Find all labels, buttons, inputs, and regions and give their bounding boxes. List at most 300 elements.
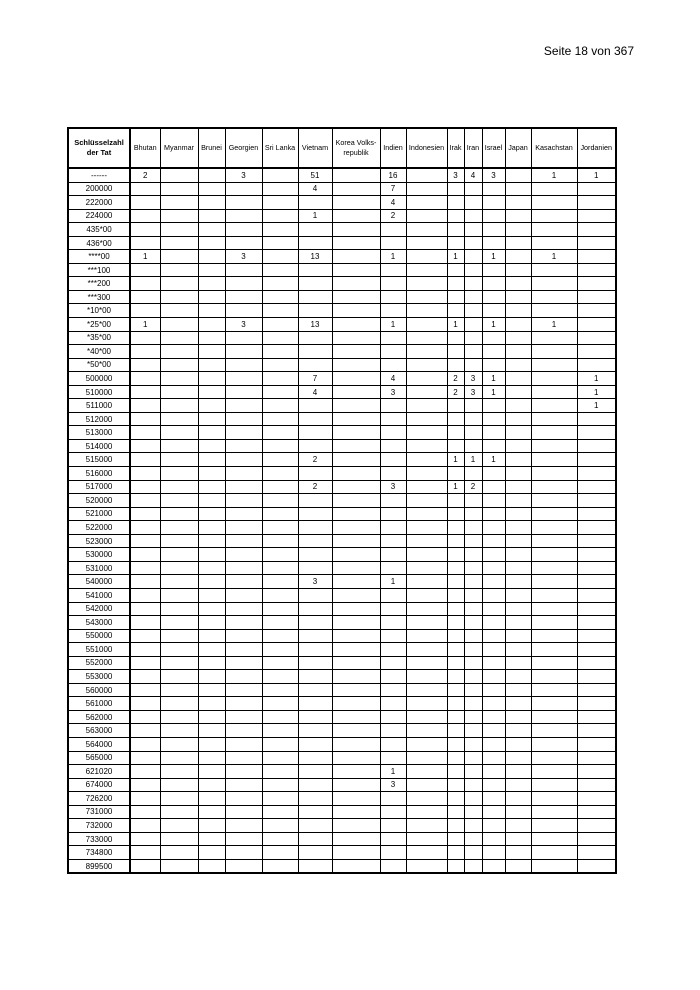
count-cell	[160, 832, 198, 846]
count-cell	[406, 765, 447, 779]
offense-key-cell: 540000	[68, 575, 130, 589]
offense-key-cell: 224000	[68, 209, 130, 223]
count-cell	[198, 846, 225, 860]
table-row	[68, 480, 616, 494]
count-cell	[505, 602, 531, 616]
table-row	[68, 290, 616, 304]
offense-key-cell: 541000	[68, 588, 130, 602]
count-cell	[130, 534, 160, 548]
count-cell	[198, 250, 225, 264]
count-cell	[577, 534, 616, 548]
count-cell	[130, 765, 160, 779]
count-cell	[198, 683, 225, 697]
offense-key-cell: 515000	[68, 453, 130, 467]
count-cell	[531, 467, 577, 481]
column-header: Brunei	[198, 128, 225, 168]
count-cell	[262, 209, 298, 223]
count-cell	[160, 588, 198, 602]
table-row	[68, 318, 616, 332]
count-cell: 16	[380, 168, 406, 182]
count-cell	[332, 467, 380, 481]
table-row	[68, 250, 616, 264]
count-cell	[298, 304, 332, 318]
count-cell	[531, 439, 577, 453]
count-cell	[464, 588, 482, 602]
count-cell	[160, 521, 198, 535]
count-cell	[262, 467, 298, 481]
count-cell	[332, 832, 380, 846]
count-cell	[406, 209, 447, 223]
count-cell	[130, 575, 160, 589]
count-cell	[380, 710, 406, 724]
offense-key-cell: 899500	[68, 859, 130, 873]
count-cell	[225, 480, 262, 494]
count-cell	[464, 412, 482, 426]
count-cell	[225, 182, 262, 196]
table-row	[68, 467, 616, 481]
count-cell	[225, 345, 262, 359]
count-cell	[505, 412, 531, 426]
offense-key-cell: 733000	[68, 832, 130, 846]
count-cell	[406, 168, 447, 182]
count-cell	[406, 345, 447, 359]
count-cell	[225, 683, 262, 697]
count-cell	[380, 670, 406, 684]
count-cell	[447, 521, 464, 535]
count-cell	[577, 643, 616, 657]
offense-key-cell: 517000	[68, 480, 130, 494]
count-cell	[577, 480, 616, 494]
count-cell	[298, 290, 332, 304]
count-cell	[160, 765, 198, 779]
count-cell	[577, 223, 616, 237]
count-cell	[505, 643, 531, 657]
count-cell	[482, 467, 505, 481]
count-cell	[198, 494, 225, 508]
table-row	[68, 846, 616, 860]
table-row	[68, 372, 616, 386]
count-cell	[464, 358, 482, 372]
count-cell	[447, 724, 464, 738]
count-cell	[160, 629, 198, 643]
count-cell	[332, 236, 380, 250]
count-cell	[406, 385, 447, 399]
count-cell: 3	[447, 168, 464, 182]
count-cell	[531, 548, 577, 562]
offense-key-cell: 542000	[68, 602, 130, 616]
count-cell	[298, 683, 332, 697]
count-cell	[577, 209, 616, 223]
count-cell	[505, 453, 531, 467]
count-cell	[225, 263, 262, 277]
count-cell	[505, 697, 531, 711]
offense-key-cell: 222000	[68, 196, 130, 210]
count-cell	[262, 859, 298, 873]
count-cell	[160, 534, 198, 548]
count-cell: 1	[380, 250, 406, 264]
count-cell: 1	[380, 765, 406, 779]
offense-key-cell: 511000	[68, 399, 130, 413]
count-cell	[262, 331, 298, 345]
count-cell	[198, 372, 225, 386]
count-cell	[505, 290, 531, 304]
table-row	[68, 670, 616, 684]
count-cell	[380, 507, 406, 521]
count-cell	[406, 250, 447, 264]
count-cell	[332, 223, 380, 237]
count-cell	[577, 412, 616, 426]
count-cell: 1	[482, 453, 505, 467]
column-header: Indien	[380, 128, 406, 168]
count-cell	[406, 426, 447, 440]
count-cell	[380, 412, 406, 426]
count-cell	[464, 290, 482, 304]
table-row	[68, 643, 616, 657]
count-cell	[464, 304, 482, 318]
count-cell	[160, 399, 198, 413]
count-cell	[447, 534, 464, 548]
count-cell	[262, 778, 298, 792]
count-cell	[577, 859, 616, 873]
count-cell	[225, 697, 262, 711]
count-cell	[464, 859, 482, 873]
count-cell	[447, 683, 464, 697]
count-cell	[130, 399, 160, 413]
count-cell	[332, 575, 380, 589]
count-cell	[298, 859, 332, 873]
count-cell	[447, 819, 464, 833]
count-cell	[262, 494, 298, 508]
count-cell: 3	[380, 385, 406, 399]
count-cell: 1	[298, 209, 332, 223]
offense-key-cell: 436*00	[68, 236, 130, 250]
column-header: Japan	[505, 128, 531, 168]
count-cell	[531, 521, 577, 535]
count-cell	[464, 196, 482, 210]
count-cell	[130, 805, 160, 819]
count-cell	[160, 616, 198, 630]
count-cell	[577, 521, 616, 535]
count-cell	[464, 616, 482, 630]
count-cell	[577, 751, 616, 765]
count-cell: 2	[464, 480, 482, 494]
count-cell	[406, 507, 447, 521]
count-cell	[332, 629, 380, 643]
count-cell	[160, 223, 198, 237]
table-row	[68, 805, 616, 819]
count-cell	[198, 290, 225, 304]
count-cell	[505, 467, 531, 481]
count-cell	[130, 683, 160, 697]
count-cell	[380, 819, 406, 833]
column-header: Sri Lanka	[262, 128, 298, 168]
count-cell	[160, 304, 198, 318]
count-cell	[198, 507, 225, 521]
count-cell	[130, 629, 160, 643]
count-cell	[447, 494, 464, 508]
count-cell	[262, 765, 298, 779]
count-cell	[406, 494, 447, 508]
table-row	[68, 331, 616, 345]
count-cell	[447, 710, 464, 724]
count-cell	[447, 196, 464, 210]
table-row	[68, 277, 616, 291]
count-cell	[262, 832, 298, 846]
count-cell	[482, 494, 505, 508]
count-cell	[380, 236, 406, 250]
count-cell	[482, 412, 505, 426]
count-cell	[531, 832, 577, 846]
count-cell	[531, 616, 577, 630]
table-row	[68, 426, 616, 440]
count-cell	[130, 602, 160, 616]
count-cell	[262, 792, 298, 806]
count-cell	[130, 372, 160, 386]
count-cell	[298, 412, 332, 426]
count-cell	[380, 846, 406, 860]
count-cell	[130, 859, 160, 873]
count-cell	[482, 588, 505, 602]
table-row	[68, 209, 616, 223]
count-cell	[262, 168, 298, 182]
count-cell	[225, 304, 262, 318]
count-cell	[505, 426, 531, 440]
count-cell	[380, 683, 406, 697]
count-cell	[225, 453, 262, 467]
count-cell	[464, 318, 482, 332]
count-cell	[531, 575, 577, 589]
count-cell: 1	[577, 385, 616, 399]
count-cell	[531, 656, 577, 670]
count-cell	[332, 385, 380, 399]
count-cell	[332, 710, 380, 724]
count-cell	[531, 778, 577, 792]
count-cell	[577, 710, 616, 724]
count-cell	[298, 710, 332, 724]
count-cell	[225, 616, 262, 630]
count-cell	[225, 751, 262, 765]
count-cell	[262, 507, 298, 521]
count-cell	[332, 399, 380, 413]
table-row	[68, 507, 616, 521]
count-cell	[380, 751, 406, 765]
count-cell	[505, 616, 531, 630]
count-cell	[577, 697, 616, 711]
count-cell: 1	[531, 168, 577, 182]
count-cell	[298, 643, 332, 657]
count-cell: 2	[380, 209, 406, 223]
count-cell	[332, 616, 380, 630]
count-cell	[447, 588, 464, 602]
count-cell	[380, 263, 406, 277]
count-cell	[447, 290, 464, 304]
count-cell	[531, 643, 577, 657]
count-cell	[130, 182, 160, 196]
offense-key-cell: 674000	[68, 778, 130, 792]
offense-key-cell: 435*00	[68, 223, 130, 237]
count-cell	[262, 521, 298, 535]
count-cell	[130, 426, 160, 440]
table-row	[68, 412, 616, 426]
count-cell	[447, 805, 464, 819]
count-cell	[531, 385, 577, 399]
count-cell	[225, 765, 262, 779]
count-cell	[482, 182, 505, 196]
table-row	[68, 765, 616, 779]
count-cell	[447, 643, 464, 657]
count-cell	[298, 629, 332, 643]
count-cell	[406, 819, 447, 833]
count-cell	[130, 507, 160, 521]
count-cell	[531, 494, 577, 508]
count-cell	[160, 372, 198, 386]
count-cell	[332, 656, 380, 670]
count-cell	[577, 616, 616, 630]
count-cell	[464, 561, 482, 575]
count-cell	[577, 724, 616, 738]
count-cell	[160, 290, 198, 304]
count-cell: 4	[464, 168, 482, 182]
count-cell: 1	[482, 372, 505, 386]
count-cell	[225, 358, 262, 372]
count-cell	[130, 616, 160, 630]
count-cell	[577, 494, 616, 508]
count-cell	[464, 277, 482, 291]
count-cell: 1	[464, 453, 482, 467]
count-cell	[298, 697, 332, 711]
column-header: Korea Volks-republik	[332, 128, 380, 168]
offense-key-cell: 521000	[68, 507, 130, 521]
count-cell	[406, 616, 447, 630]
count-cell	[505, 778, 531, 792]
count-cell	[160, 778, 198, 792]
count-cell	[130, 453, 160, 467]
count-cell	[482, 832, 505, 846]
count-cell	[332, 859, 380, 873]
count-cell	[130, 588, 160, 602]
count-cell: 2	[447, 372, 464, 386]
count-cell	[332, 548, 380, 562]
count-cell: 4	[298, 182, 332, 196]
count-cell	[198, 385, 225, 399]
count-cell	[225, 710, 262, 724]
count-cell	[505, 399, 531, 413]
table-row	[68, 778, 616, 792]
count-cell	[332, 670, 380, 684]
count-cell	[225, 629, 262, 643]
count-cell	[406, 467, 447, 481]
count-cell	[505, 358, 531, 372]
count-cell	[482, 846, 505, 860]
count-cell	[130, 331, 160, 345]
count-cell	[130, 236, 160, 250]
count-cell	[198, 399, 225, 413]
count-cell: 1	[482, 318, 505, 332]
offense-key-cell: 552000	[68, 656, 130, 670]
count-cell	[332, 372, 380, 386]
column-header: Jordanien	[577, 128, 616, 168]
count-cell	[380, 426, 406, 440]
count-cell	[160, 697, 198, 711]
count-cell	[130, 385, 160, 399]
count-cell	[505, 859, 531, 873]
count-cell	[380, 399, 406, 413]
count-cell	[406, 223, 447, 237]
count-cell	[298, 616, 332, 630]
count-cell	[198, 548, 225, 562]
count-cell	[298, 345, 332, 359]
count-cell	[464, 629, 482, 643]
offense-key-cell: *35*00	[68, 331, 130, 345]
count-cell	[447, 832, 464, 846]
count-cell	[160, 331, 198, 345]
count-cell	[130, 480, 160, 494]
count-cell	[482, 358, 505, 372]
count-cell	[464, 182, 482, 196]
count-cell	[262, 683, 298, 697]
count-cell	[225, 832, 262, 846]
count-cell	[464, 778, 482, 792]
count-cell	[464, 832, 482, 846]
count-cell	[380, 223, 406, 237]
count-cell	[130, 277, 160, 291]
count-cell	[505, 561, 531, 575]
count-cell	[262, 751, 298, 765]
count-cell	[505, 304, 531, 318]
count-cell	[406, 670, 447, 684]
count-cell	[160, 277, 198, 291]
count-cell: 1	[447, 250, 464, 264]
count-cell	[406, 182, 447, 196]
count-cell	[531, 372, 577, 386]
table-header-row	[68, 128, 616, 168]
count-cell: 1	[447, 453, 464, 467]
count-cell	[160, 263, 198, 277]
count-cell	[406, 277, 447, 291]
count-cell: 1	[447, 480, 464, 494]
count-cell	[577, 602, 616, 616]
count-cell	[447, 426, 464, 440]
count-cell	[332, 521, 380, 535]
count-cell	[298, 507, 332, 521]
count-cell	[380, 724, 406, 738]
count-cell	[406, 683, 447, 697]
count-cell	[198, 805, 225, 819]
table-row	[68, 196, 616, 210]
table-row	[68, 737, 616, 751]
offense-key-cell: 563000	[68, 724, 130, 738]
count-cell	[262, 182, 298, 196]
count-cell	[380, 521, 406, 535]
count-cell	[447, 304, 464, 318]
count-cell	[160, 385, 198, 399]
count-cell: 1	[380, 318, 406, 332]
count-cell	[464, 507, 482, 521]
count-cell	[198, 765, 225, 779]
count-cell	[160, 168, 198, 182]
table-row	[68, 548, 616, 562]
count-cell	[380, 467, 406, 481]
count-cell	[577, 290, 616, 304]
count-cell	[505, 575, 531, 589]
count-cell	[225, 277, 262, 291]
count-cell	[298, 656, 332, 670]
count-cell: 7	[380, 182, 406, 196]
offense-key-cell: 562000	[68, 710, 130, 724]
count-cell	[130, 697, 160, 711]
count-cell	[464, 805, 482, 819]
count-cell	[406, 697, 447, 711]
